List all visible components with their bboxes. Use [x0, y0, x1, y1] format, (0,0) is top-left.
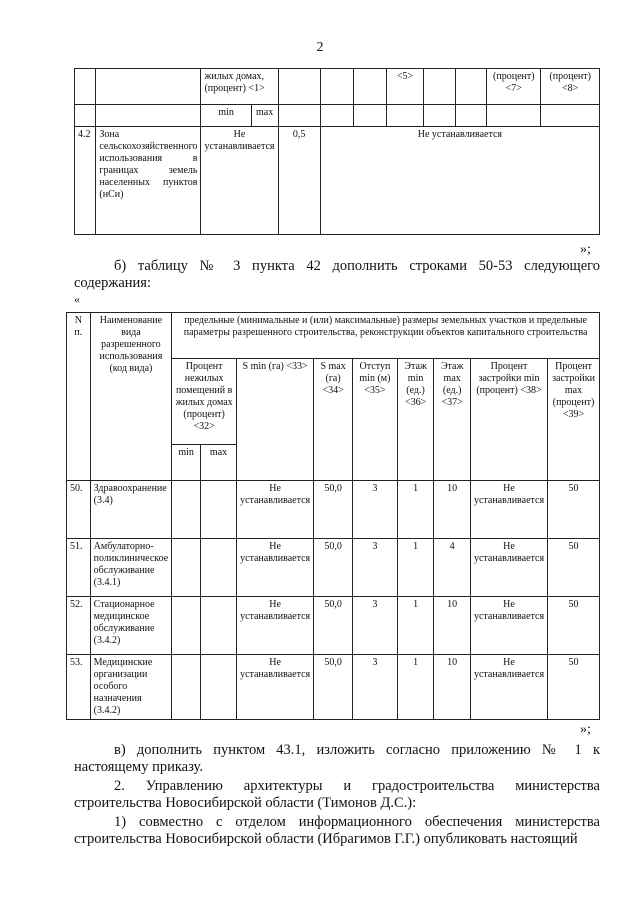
- coverage-min-value: Не устанавливается: [470, 539, 547, 597]
- coverage-max-value: 50: [548, 481, 600, 539]
- use-name: Стационарное медицинское обслуживание (3.4.2): [90, 597, 172, 655]
- cell: [386, 105, 423, 127]
- coverage-max-header: Процент застройки max (процент) <39>: [548, 359, 600, 481]
- cell: [75, 69, 96, 105]
- cell: [320, 69, 353, 105]
- floors-min-value: 1: [397, 539, 434, 597]
- floors-max-value: 10: [434, 597, 471, 655]
- cell: [278, 69, 320, 105]
- smin-value: Не устанавливается: [237, 597, 314, 655]
- cell: [455, 105, 487, 127]
- floors-max-header: Этаж max (ед.) <37>: [434, 359, 471, 481]
- cell: [172, 597, 201, 655]
- footnote-8: (процент) <8>: [541, 69, 600, 105]
- closing-quote-1: »;: [580, 242, 591, 257]
- floors-max-value: 10: [434, 655, 471, 720]
- floors-max-value: 10: [434, 481, 471, 539]
- cell: [172, 655, 201, 720]
- cell: [201, 539, 237, 597]
- smin-value: Не устанавливается: [237, 655, 314, 720]
- page-number: 2: [316, 40, 324, 55]
- floors-max-value: 4: [434, 539, 471, 597]
- smin-value: Не устанавливается: [237, 539, 314, 597]
- cell: [424, 69, 456, 105]
- min-header: min: [201, 105, 251, 127]
- cell: [353, 105, 386, 127]
- closing-quote-2: »;: [580, 722, 591, 737]
- smax-value: 50,0: [314, 655, 353, 720]
- group-header: предельные (минимальные и (или) максимальные) размеры земельных участков и предельные параметры разрешенного строительства, реконструкции объектов капитального строительства: [172, 313, 600, 359]
- zone-name: Зона сельскохозяйственного использования в границах земель населенных пунктов (нСи): [96, 127, 201, 235]
- row-number: 53.: [67, 655, 91, 720]
- value: 0,5: [278, 127, 320, 235]
- table-row: [67, 597, 600, 655]
- name-header: Наименование вида разрешенного использования (код вида): [90, 313, 172, 481]
- cell: [320, 105, 353, 127]
- setback-header: Отступ min (м) <35>: [353, 359, 398, 481]
- cell: [541, 105, 600, 127]
- setback-value: 3: [353, 655, 398, 720]
- nonres-header: Процент нежилых помещений в жилых домах (процент) <32>: [172, 359, 237, 445]
- use-name: Амбулаторно-поликлиническое обслуживание (3.4.1): [90, 539, 172, 597]
- num-header: N п.: [67, 313, 91, 481]
- floors-min-value: 1: [397, 597, 434, 655]
- cell: [424, 105, 456, 127]
- setback-value: 3: [353, 597, 398, 655]
- smax-header: S max (га) <34>: [314, 359, 353, 481]
- paragraph-b: б) таблицу № 3 пункта 42 дополнить строками 50-53 следующего содержания:: [74, 258, 600, 291]
- floors-min-value: 1: [397, 481, 434, 539]
- coverage-max-value: 50: [548, 539, 600, 597]
- use-name: Медицинские организации особого назначения (3.4.2): [90, 655, 172, 720]
- table-row: [67, 655, 600, 720]
- coverage-min-value: Не устанавливается: [470, 655, 547, 720]
- row-number: 50.: [67, 481, 91, 539]
- table-rows-50-53: [66, 312, 600, 720]
- coverage-min-value: Не устанавливается: [470, 597, 547, 655]
- cell: [96, 69, 201, 105]
- coverage-min-header: Процент застройки min (процент) <38>: [470, 359, 547, 481]
- rest-value: Не устанавливается: [320, 127, 599, 235]
- cell: [278, 105, 320, 127]
- cell: [201, 481, 237, 539]
- row-number: 4.2: [75, 127, 96, 235]
- cell: [172, 481, 201, 539]
- cell: [455, 69, 487, 105]
- setback-value: 3: [353, 539, 398, 597]
- smin-value: Не устанавливается: [237, 481, 314, 539]
- coverage-max-value: 50: [548, 597, 600, 655]
- paragraph-v: в) дополнить пунктом 43.1, изложить согласно приложению № 1 к настоящему приказу.: [74, 742, 600, 775]
- floors-min-header: Этаж min (ед.) <36>: [397, 359, 434, 481]
- row-number: 52.: [67, 597, 91, 655]
- coverage-min-value: Не устанавливается: [470, 481, 547, 539]
- nonres-header: жилых домах, (процент) <1>: [201, 69, 278, 105]
- smax-value: 50,0: [314, 597, 353, 655]
- cell: [96, 105, 201, 127]
- coverage-max-value: 50: [548, 655, 600, 720]
- smin-header: S min (га) <33>: [237, 359, 314, 481]
- nonres-value: Не устанавливается: [201, 127, 278, 235]
- footnote-7: (процент) <7>: [487, 69, 541, 105]
- setback-value: 3: [353, 481, 398, 539]
- footnote-5: <5>: [386, 69, 423, 105]
- smax-value: 50,0: [314, 539, 353, 597]
- floors-min-value: 1: [397, 655, 434, 720]
- row-number: 51.: [67, 539, 91, 597]
- table-row: [67, 539, 600, 597]
- min-header: min: [172, 445, 201, 481]
- smax-value: 50,0: [314, 481, 353, 539]
- max-header: max: [201, 445, 237, 481]
- cell: [75, 105, 96, 127]
- cell: [201, 655, 237, 720]
- paragraph-2: 2. Управлению архитектуры и градостроительства министерства строительства Новосибирской области (Тимонов Д.С.):: [74, 778, 600, 811]
- table-row: [67, 481, 600, 539]
- cell: [353, 69, 386, 105]
- cell: [201, 597, 237, 655]
- cell: [172, 539, 201, 597]
- cell: [487, 105, 541, 127]
- table-continuation: [74, 68, 600, 235]
- opening-quote: «: [74, 292, 80, 306]
- paragraph-3: 1) совместно с отделом информационного обеспечения министерства строительства Новосибирской области (Ибрагимов Г.Г.) опубликовать настоящий: [74, 814, 600, 847]
- use-name: Здравоохранение (3.4): [90, 481, 172, 539]
- max-header: max: [251, 105, 278, 127]
